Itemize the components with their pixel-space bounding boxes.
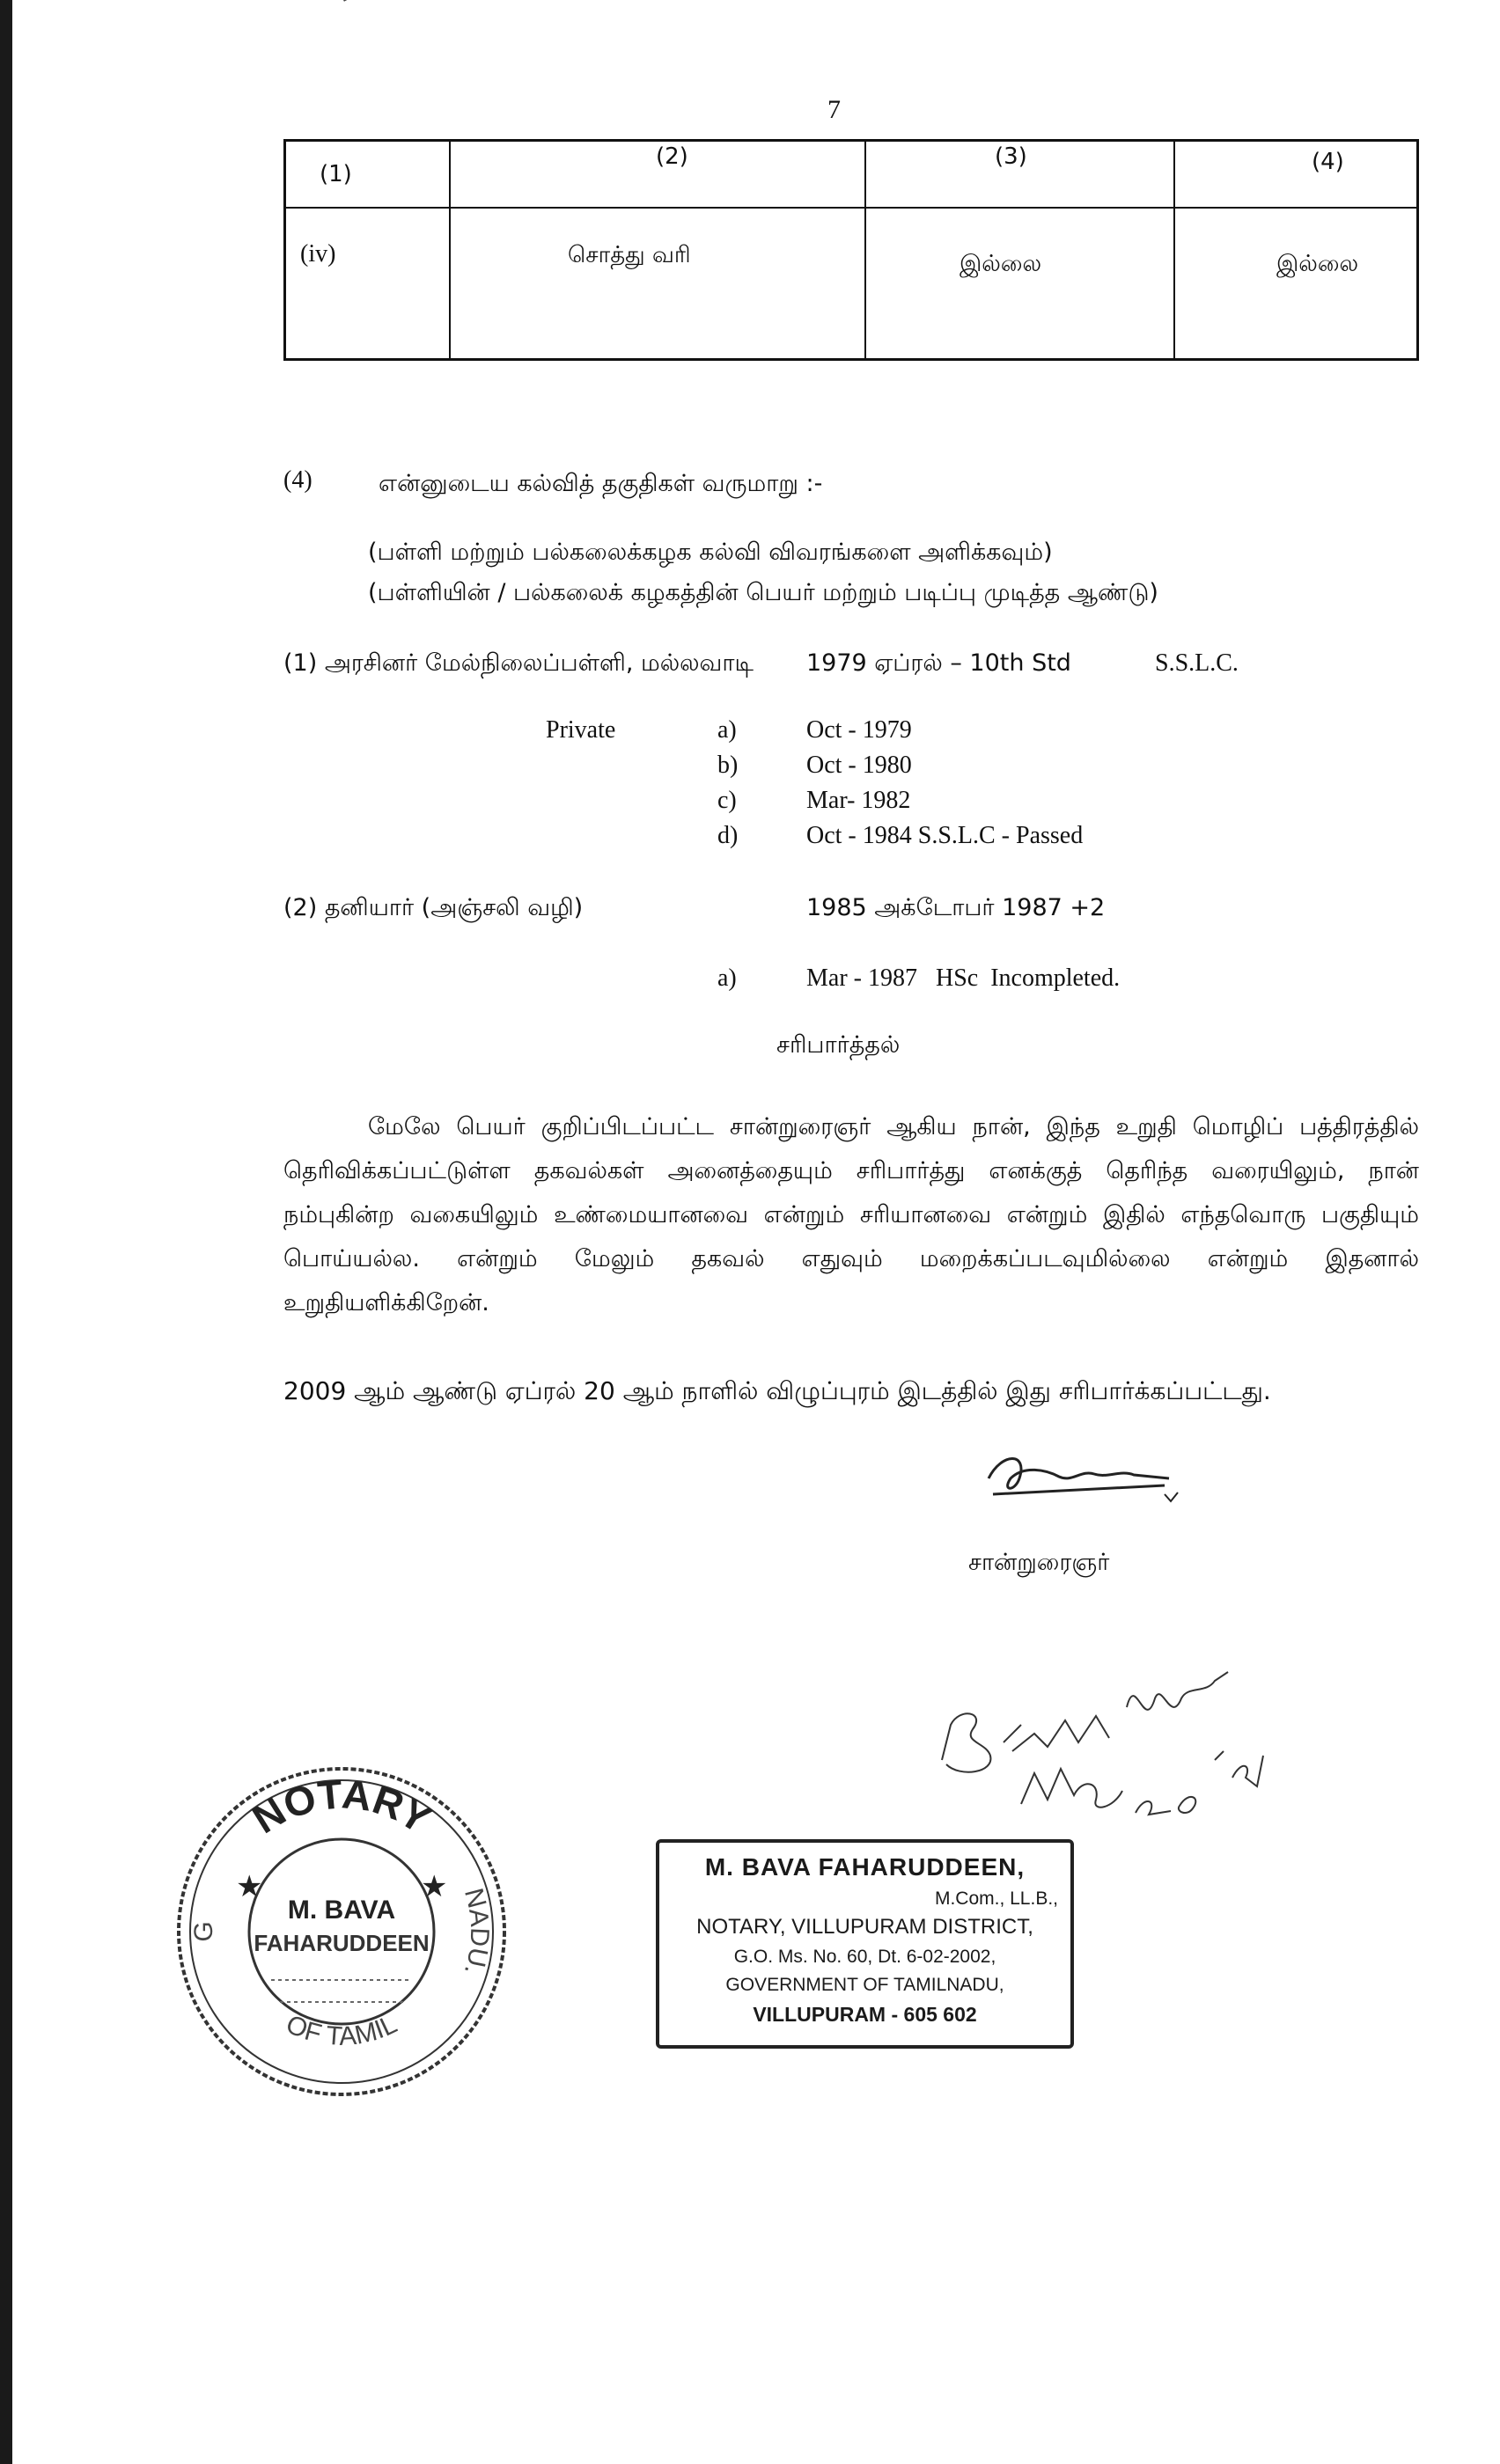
- scan-mark: [343, 0, 414, 2]
- attempt-d-value: Oct - 1984 S.S.L.C - Passed: [806, 822, 1084, 849]
- seal-center-line-2: FAHARUDDEEN: [254, 1930, 430, 1956]
- hsc-attempt-key: a): [717, 964, 737, 992]
- seal-center-line-1: M. BAVA: [287, 1896, 396, 1925]
- attempt-c-key: c): [717, 787, 737, 814]
- attempt-a-key: a): [717, 716, 737, 744]
- verification-line-3: நம்புகின்ற வகையிலும் உண்மையானவை என்றும் சரியானவை என்றும் இதில் எந்தவொரு பகுதியும்: [283, 1201, 1419, 1228]
- education-item-1-date: 1979 ஏப்ரல் – 10th Std: [806, 649, 1071, 677]
- stamp-title: NOTARY, VILLUPURAM DISTRICT,: [696, 1915, 1033, 1939]
- table-cell-item: சொத்து வரி: [568, 242, 691, 268]
- private-label: Private: [546, 716, 616, 744]
- seal-star-right: ★: [421, 1869, 448, 1904]
- signature: [975, 1443, 1187, 1514]
- attempt-c-value: Mar- 1982: [806, 787, 911, 814]
- verification-line-5: உறுதியளிக்கிறேன்.: [283, 1289, 489, 1316]
- section-heading: என்னுடைய கல்வித் தகுதிகள் வருமாறு :-: [379, 470, 823, 497]
- section-note-2: (பள்ளியின் / பல்கலைக் கழகத்தின் பெயர் மற்றும் படிப்பு முடித்த ஆண்டு): [368, 579, 1158, 606]
- verification-date-line: 2009 ஆம் ஆண்டு ஏப்ரல் 20 ஆம் நாளில் விழுப்புரம் இடத்தில் இது சரிபார்க்கப்பட்டது.: [283, 1376, 1271, 1405]
- tax-table: [283, 139, 1419, 361]
- page-number: 7: [827, 95, 841, 124]
- handwritten-note: [924, 1610, 1294, 1839]
- seal-star-left: ★: [236, 1869, 263, 1904]
- scan-edge: [0, 0, 12, 2464]
- stamp-address: VILLUPURAM - 605 602: [753, 2003, 977, 2026]
- seal-right-text: NADU.: [458, 1885, 495, 1979]
- table-header-3: (3): [995, 143, 1027, 170]
- table-cell-value-4: இல்லை: [1276, 251, 1359, 277]
- table-header-1: (1): [320, 161, 352, 187]
- verification-title: சரிபார்த்தல்: [776, 1031, 901, 1059]
- attempt-a-value: Oct - 1979: [806, 716, 912, 744]
- education-item-2-label: (2) தனியார் (அஞ்சலி வழி): [283, 894, 584, 921]
- stamp-qualification: M.Com., LL.B.,: [934, 1888, 1058, 1909]
- seal-bottom-text: OF TAMIL: [281, 2009, 402, 2051]
- section-note-1: (பள்ளி மற்றும் பல்கலைக்கழக கல்வி விவரங்களை அளிக்கவும்): [368, 539, 1053, 566]
- verification-line-1: மேலே பெயர் குறிப்பிடப்பட்ட சான்றுரைஞர் ஆகிய நான், இந்த உறுதி மொழிப் பத்திரத்தில்: [368, 1113, 1419, 1140]
- attempt-b-key: b): [717, 752, 739, 779]
- attempt-b-value: Oct - 1980: [806, 752, 912, 779]
- table-header-2: (2): [656, 143, 688, 170]
- education-item-1-result: S.S.L.C.: [1155, 649, 1239, 677]
- verification-line-2: தெரிவிக்கப்பட்டுள்ள தகவல்கள் அனைத்தையும் சரிபார்த்து எனக்குத் தெரிந்த வரையிலும், நான்: [283, 1157, 1419, 1184]
- signatory-label: சான்றுரைஞர்: [968, 1549, 1110, 1576]
- section-number: (4): [283, 466, 312, 494]
- education-item-1-label: (1) அரசினர் மேல்நிலைப்பள்ளி, மல்லவாடி: [283, 649, 754, 677]
- stamp-government: GOVERNMENT OF TAMILNADU,: [725, 1975, 1004, 1995]
- education-item-2-date: 1985 அக்டோபர் 1987 +2: [806, 894, 1106, 921]
- stamp-go-number: G.O. Ms. No. 60, Dt. 6-02-2002,: [733, 1947, 996, 1967]
- table-cell-value-3: இல்லை: [960, 251, 1042, 277]
- hsc-attempt-value: Mar - 1987 HSc Incompleted.: [806, 964, 1121, 992]
- seal-top-text: NOTARY: [244, 1771, 439, 1843]
- attempt-d-key: d): [717, 822, 739, 849]
- verification-line-4: பொய்யல்ல. என்றும் மேலும் தகவல் எதுவும் மறைக்கப்படவுமில்லை என்றும் இதனால்: [283, 1245, 1419, 1272]
- seal-left-text: G: [188, 1921, 218, 1942]
- notary-stamp: [656, 1839, 1074, 2049]
- table-header-4: (4): [1312, 149, 1344, 175]
- verification-paragraph: [283, 1105, 1419, 1325]
- table-cell-row-label: (iv): [300, 240, 336, 268]
- stamp-name: M. BAVA FAHARUDDEEN,: [704, 1853, 1026, 1881]
- notary-seal: [165, 1756, 518, 2108]
